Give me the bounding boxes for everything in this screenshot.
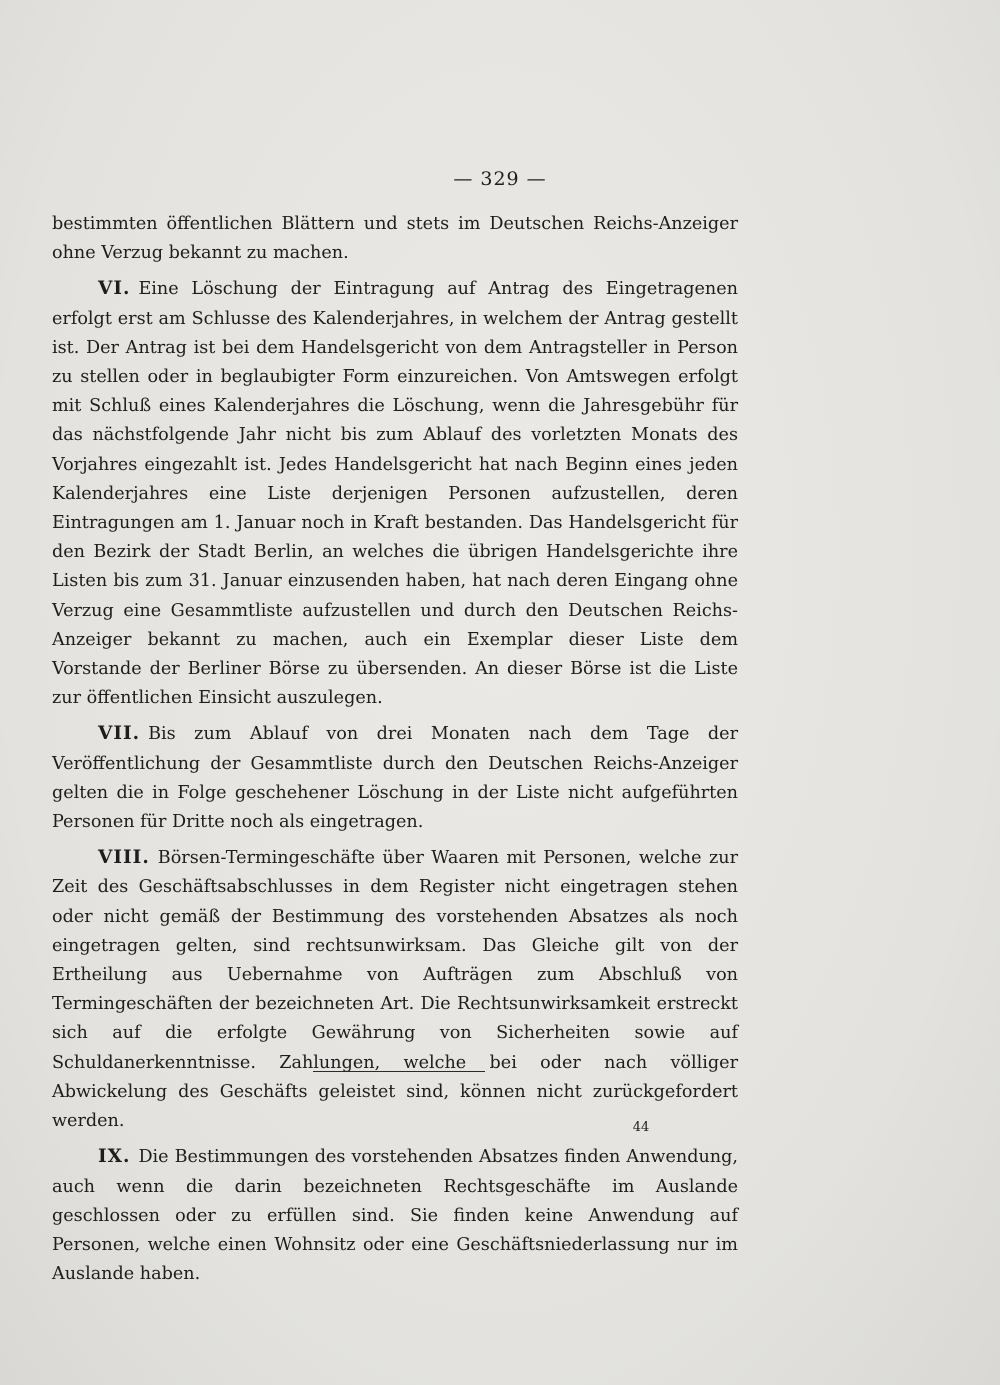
section-text: Börsen-Termingeschäfte über Waaren mit Personen, welche zur Zeit des Geschäftsabschlusses in dem Register nicht eingetragen stehen oder nicht gemäß der Bestimmung des vorstehenden Absatzes als noch eingetragen gelten, sind rechtsunwirksam. Das Gleiche gilt von der Ertheilung aus Uebernahme von Aufträgen zum Abschluß von Termingeschäften der bezeichneten Art. Die Rechtsunwirksamkeit erstreckt sich auf die erfolgte Gewährung von Sicherheiten sowie auf Schuldanerkenntnisse. Zahlungen, welche bei oder nach völliger Abwickelung des Geschäfts geleistet sind, können nicht zurückgefordert werden. — [52, 848, 738, 1132]
end-rule-divider — [313, 1071, 485, 1072]
section-vii — [52, 719, 738, 837]
section-numeral: VIII. — [98, 847, 150, 869]
section-numeral: IX. — [98, 1146, 131, 1168]
section-numeral: VII. — [98, 723, 141, 745]
intro-paragraph: bestimmten öffentlichen Blättern und stets im Deutschen Reichs-Anzeiger ohne Verzug bekannt zu machen. — [52, 214, 738, 264]
section-text: Die Bestimmungen des vorstehenden Absatzes finden Anwendung, auch wenn die darin bezeichneten Rechtsgeschäfte im Auslande geschlossen oder zu erfüllen sind. Sie finden keine Anwendung auf Personen, welche einen Wohnsitz oder eine Geschäftsniederlassung nur im Auslande haben. — [52, 1147, 738, 1285]
section-ix — [52, 1142, 738, 1289]
signature-mark: 44 — [632, 1120, 650, 1135]
section-numeral: VI. — [98, 278, 131, 300]
section-text: Bis zum Ablauf von drei Monaten nach dem Tage der Veröffentlichung der Gesammtliste durch den Deutschen Reichs-Anzeiger gelten die in Folge geschehener Löschung in der Liste nicht aufgeführten Personen für Dritte noch als eingetragen. — [52, 724, 738, 833]
section-text: Eine Löschung der Eintragung auf Antrag des Eingetragenen erfolgt erst am Schlusse des Kalenderjahres, in welchem der Antrag gestellt ist. Der Antrag ist bei dem Handelsgericht von dem Antragsteller in Person zu stellen oder in beglaubigter Form einzureichen. Von Amtswegen erfolgt mit Schluß eines Kalenderjahres die Löschung, wenn die Jahresgebühr für das nächstfolgende Jahr nicht bis zum Ablauf des vorletzten Monats des Vorjahres eingezahlt ist. Jedes Handelsgericht hat nach Beginn eines jeden Kalenderjahres eine Liste derjenigen Personen aufzustellen, deren Eintragungen am 1. Januar noch in Kraft bestanden. Das Handelsgericht für den Bezirk der Stadt Berlin, an welches die übrigen Handelsgerichte ihre Listen bis zum 31. Januar einzusenden haben, hat nach deren Eingang ohne Verzug eine Gesammtliste aufzustellen und durch den Deutschen Reichs-Anzeiger bekannt zu machen, auch ein Exemplar dieser Liste dem Vorstande der Berliner Börse zu übersenden. An dieser Börse ist die Liste zur öffentlichen Einsicht auszulegen. — [52, 279, 738, 709]
section-viii — [52, 843, 738, 1136]
section-vi — [52, 274, 738, 713]
page-number-header: — 329 — — [453, 168, 547, 190]
